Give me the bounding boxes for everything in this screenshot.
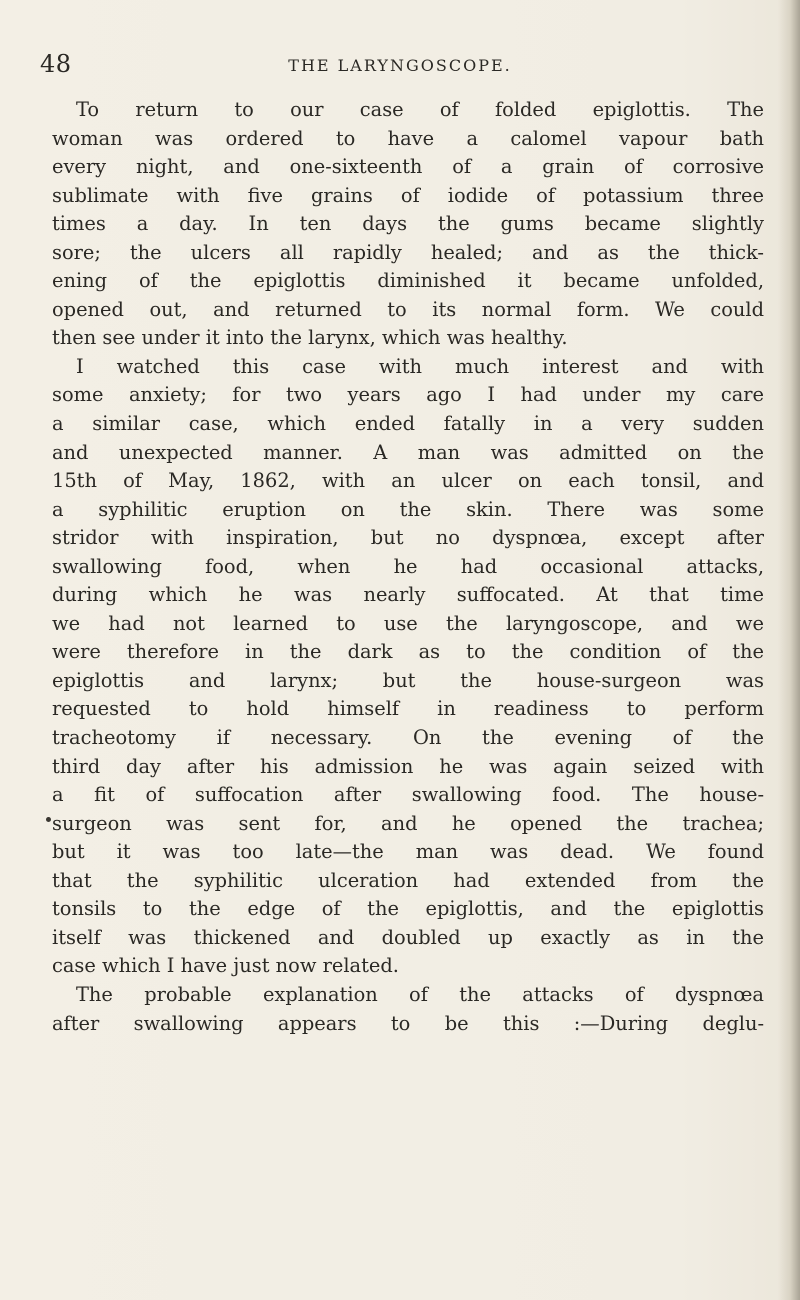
text-line: then see under it into the larynx, which was healthy.: [52, 326, 568, 350]
text-line: swallowing food, when he had occasional attacks,: [52, 554, 764, 578]
page-edge-shadow: [778, 0, 800, 1300]
margin-mark: [46, 817, 51, 822]
text-line: opened out, and returned to its normal form. We could: [52, 297, 764, 321]
text-line: every night, and one-sixteenth of a grain of corrosive: [52, 155, 764, 179]
text-line: itself was thickened and doubled up exactly as in the: [52, 925, 764, 949]
text-line: tracheotomy if necessary. On the evening of the: [52, 726, 764, 750]
text-line: woman was ordered to have a calomel vapour bath: [52, 126, 764, 150]
text-line: a syphilitic eruption on the skin. There was some: [52, 497, 764, 521]
page-header: [40, 50, 760, 82]
text-line: were therefore in the dark as to the condition of the: [52, 640, 764, 664]
text-line: a fit of suffocation after swallowing food. The house-: [52, 783, 764, 807]
text-line: case which I have just now related.: [52, 954, 399, 978]
text-line: I watched this case with much interest and with: [76, 354, 764, 378]
text-line: that the syphilitic ulceration had extended from the: [52, 868, 764, 892]
text-line: during which he was nearly suffocated. At that time: [52, 583, 764, 607]
text-line: we had not learned to use the laryngoscope, and we: [52, 611, 764, 635]
text-line: epiglottis and larynx; but the house-surgeon was: [52, 668, 764, 692]
text-line: The probable explanation of the attacks of dyspnœa: [76, 982, 764, 1006]
text-line: To return to our case of folded epiglottis. The: [76, 98, 764, 121]
text-line: times a day. In ten days the gums became slightly: [52, 212, 764, 236]
text-line: requested to hold himself in readiness to perform: [52, 697, 764, 721]
text-line: but it was too late—the man was dead. We found: [52, 840, 764, 864]
running-head: THE LARYNGOSCOPE.: [288, 56, 512, 75]
text-line: ening of the epiglottis diminished it became unfolded,: [52, 269, 764, 293]
text-line: sore; the ulcers all rapidly healed; and as the thick-: [52, 240, 764, 264]
text-line: surgeon was sent for, and he opened the trachea;: [52, 811, 764, 835]
text-line: 15th of May, 1862, with an ulcer on each tonsil, and: [52, 469, 764, 493]
text-line: and unexpected manner. A man was admitted on the: [52, 440, 764, 464]
text-line: after swallowing appears to be this :—During deglu-: [52, 1011, 764, 1035]
text-line: sublimate with five grains of iodide of potassium three: [52, 183, 764, 207]
text-line: some anxiety; for two years ago I had under my care: [52, 383, 764, 407]
page-number: 48: [40, 50, 72, 78]
text-line: third day after his admission he was again seized with: [52, 754, 764, 778]
text-line: stridor with inspiration, but no dyspnœa, except after: [52, 526, 764, 550]
text-line: tonsils to the edge of the epiglottis, and the epiglottis: [52, 897, 764, 921]
text-line: a similar case, which ended fatally in a very sudden: [52, 412, 764, 436]
body-text: [52, 96, 764, 1038]
